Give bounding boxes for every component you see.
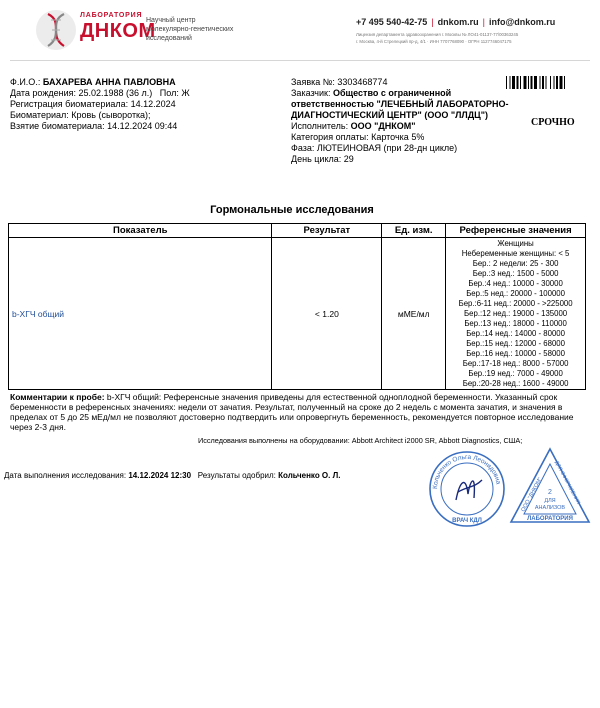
patient-name: БАХАРЕВА АННА ПАВЛОВНА [42, 77, 176, 87]
table-header-row [9, 224, 586, 238]
urgent-label: СРОЧНО [531, 117, 575, 128]
contacts-bar: +7 495 540-42-75 | dnkom.ru | info@dnkom.ru [356, 17, 556, 27]
completion-date: 14.12.2024 12:30 [128, 471, 192, 480]
barcode-bar [510, 76, 511, 89]
stamp-text: ДЛЯ ОФОРМЛЕНИЯ [553, 460, 582, 506]
phone-number[interactable]: +7 495 540-42-75 [356, 17, 428, 27]
order-info [291, 77, 519, 165]
test-result: < 1.20 [272, 238, 382, 390]
stamp-text: ООО "ДНКОМ" [520, 476, 544, 513]
reference-line: Бер.:5 нед.: 20000 - 100000 [466, 289, 565, 298]
table-row [9, 238, 586, 390]
reference-line: Небеременные женщины: < 5 [461, 249, 570, 258]
reference-line: Бер.:13 нед.: 18000 - 110000 [464, 319, 567, 328]
footer-signoff [4, 471, 340, 480]
license-line: г. Москва, 4-й Стрелецкий пр-д, 4/1 · ИНН 7707768090 · ОГРН 1127746047175 [356, 39, 512, 44]
brand-logo-text: ДНКОМ [80, 20, 156, 42]
stamp-text: 2 [548, 489, 552, 496]
lab-stamp-icon [508, 446, 592, 528]
test-name[interactable]: b-ХГЧ общий [9, 238, 272, 390]
column-header: Референсные значения [446, 224, 586, 238]
stamp-text: Кольченко Ольга Леонидовна [431, 453, 502, 490]
cycle-phase: Фаза: ЛЮТЕИНОВАЯ (при 28-дн цикле) [291, 143, 458, 153]
column-header: Показатель [9, 224, 272, 238]
registration-line: Регистрация биоматериала: 14.12.2024 [10, 99, 176, 109]
barcode-bar [517, 76, 519, 89]
stamp-text: АНАЛИЗОВ [534, 505, 566, 511]
reference-line: Бер.:3 нед.: 1500 - 5000 [472, 269, 559, 278]
dna-logo-icon [36, 8, 76, 52]
reference-line: Бер.:12 нед.: 19000 - 135000 [464, 309, 568, 318]
header-divider [10, 60, 590, 61]
reference-line: Бер.:4 нед.: 10000 - 30000 [468, 279, 563, 288]
barcode-bar [520, 76, 521, 89]
reference-line: Бер.: 2 недели: 25 - 300 [472, 259, 559, 268]
brand-desc-line: Научный центр [146, 17, 196, 24]
stamp-text: ДЛЯ [544, 498, 556, 504]
license-line: Лицензия департамента здравоохранения г. Москвы № ЛО41-01137-77/00363245 [356, 32, 519, 37]
barcode-bar [531, 76, 533, 89]
stamp-text: ВРАЧ КДЛ [452, 518, 482, 524]
reference-line: Бер.:15 нед.: 12000 - 68000 [466, 339, 565, 348]
barcode-bar [528, 76, 529, 89]
customer-label: Заказчик: [291, 88, 331, 98]
signature-icon [456, 480, 482, 500]
brand-subtitle: ЛАБОРАТОРИЯ [80, 12, 143, 19]
reference-line: Бер.:14 нед.: 14000 - 80000 [466, 329, 565, 338]
results-table [8, 223, 586, 390]
barcode-bar [542, 76, 544, 89]
website-link[interactable]: dnkom.ru [437, 17, 479, 27]
barcode-bar [540, 76, 541, 89]
doctor-stamp-icon [428, 450, 506, 528]
barcode-bar [546, 76, 547, 89]
svg-text:Кольченко Ольга Леонидовна [432, 454, 502, 489]
barcode-bar [534, 76, 537, 89]
license-info [356, 31, 588, 45]
cycle-day: День цикла: 29 [291, 154, 354, 164]
order-number: Заявка №: 3303468774 [291, 77, 388, 87]
stamp-text: ЛАБОРАТОРИЯ [527, 516, 573, 522]
sample-comment [10, 392, 588, 432]
dob-line: Дата рождения: 25.02.1988 (36 л.) Пол: Ж [10, 88, 190, 98]
fio-label: Ф.И.О.: [10, 77, 41, 87]
date-label: Дата выполнения исследования: [4, 471, 127, 480]
barcode-bar [560, 76, 563, 89]
patient-info [10, 77, 190, 132]
payment-category: Категория оплаты: Карточка 5% [291, 132, 425, 142]
email-link[interactable]: info@dnkom.ru [489, 17, 556, 27]
barcode-icon [506, 76, 590, 89]
brand-desc-line: молекулярно-генетических [146, 26, 234, 33]
section-title: Гормональные исследования [210, 204, 374, 216]
approved-label: Результаты одобрил: [197, 471, 276, 480]
executor-label: Исполнитель: [291, 121, 349, 131]
biomaterial-line: Биоматериал: Кровь (сывороткa); [10, 110, 151, 120]
barcode-bar [556, 76, 558, 89]
barcode-bar [554, 76, 555, 89]
comment-text: b-ХГЧ общий: Референсные значения приведены для естественной одноплодной беременности. Указанный срок беременности в референсных значениях: недели от зачатия. Результат, полученный на сроке до 2 недель с момента зачатия, и значения в пределах от 5 до 25 мЕд/мл не позволяют достоверно подтвердить или опровергнуть беременность, рекомендуется повторное исследование через 2-3 дня. [10, 392, 574, 432]
patient-name-line [10, 77, 190, 88]
reference-line: Бер.:16 нед.: 10000 - 58000 [466, 349, 565, 358]
reference-line: Бер.:19 нед.: 7000 - 49000 [468, 369, 563, 378]
comment-label: Комментарии к пробе: [10, 392, 105, 402]
barcode-bar [524, 76, 527, 89]
reference-line: Бер.:17-18 нед.: 8000 - 57000 [462, 359, 569, 368]
reference-values [446, 238, 586, 390]
equipment-note: Исследования выполнены на оборудовании: Abbott Architect i2000 SR, Abbott Diagnostics, США; [198, 436, 523, 445]
customer-name: Общество с ограниченной ответственностью "ЛЕЧЕБНЫЙ ЛАБОРАТОРНО-ДИАГНОСТИЧЕСКИЙ ЦЕНТР" (ООО "ЛЛДЦ") [291, 88, 509, 120]
column-header: Результат [272, 224, 382, 238]
approver-name: Кольченко О. Л. [278, 471, 341, 480]
reference-line: Женщины [497, 239, 534, 248]
reference-line: Бер.:20-28 нед.: 1600 - 49000 [462, 379, 569, 388]
test-unit: мМЕ/мл [382, 238, 446, 390]
customer-line [291, 88, 519, 121]
brand-desc-line: исследований [146, 35, 192, 42]
barcode-bar [550, 76, 551, 89]
column-header: Ед. изм. [382, 224, 446, 238]
reference-line: Бер.:6-11 нед.: 20000 - >225000 [458, 299, 573, 308]
executor-name: ООО "ДНКОМ" [350, 121, 416, 131]
brand-description [146, 16, 233, 43]
barcode-bar [512, 76, 515, 89]
executor-line [291, 121, 519, 132]
barcode-bar [506, 76, 507, 89]
collection-line: Взятие биоматериала: 14.12.2024 09:44 [10, 121, 178, 131]
barcode-bar [564, 76, 565, 89]
